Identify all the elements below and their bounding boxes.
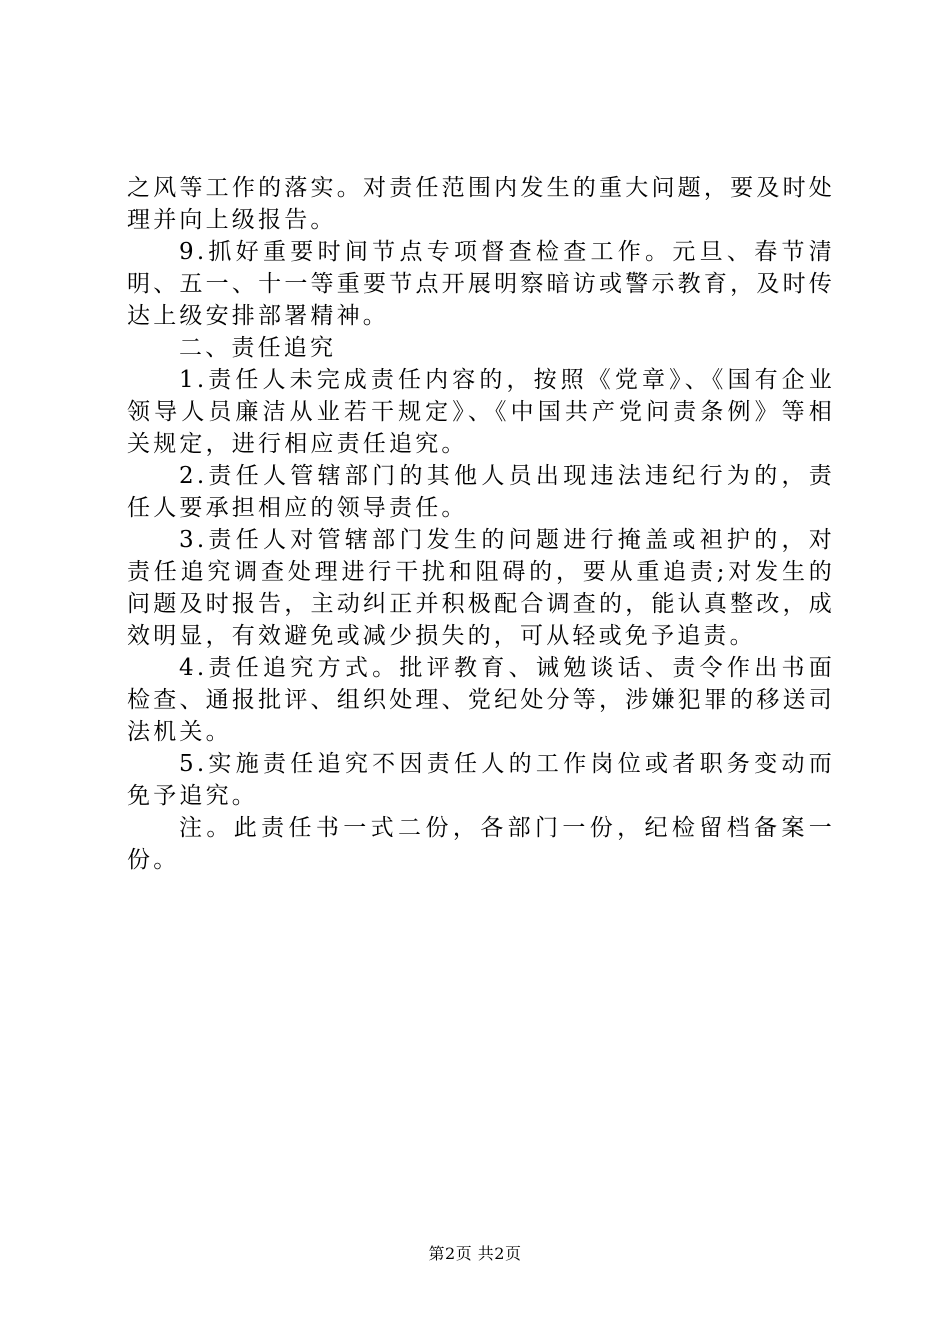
paragraph-8: 5.实施责任追究不因责任人的工作岗位或者职务变动而免予追究。 <box>127 751 835 809</box>
paragraph-2: 9.抓好重要时间节点专项督查检查工作。元旦、春节清明、五一、十一等重要节点开展明察暗访或警示教育，及时传达上级安排部署精神。 <box>127 239 835 329</box>
section-heading: 二、责任追究 <box>179 335 337 361</box>
note-paragraph: 注。此责任书一式二份，各部门一份，纪检留档备案一份。 <box>127 815 835 873</box>
paragraph-4: 1.责任人未完成责任内容的，按照《党章》、《国有企业领导人员廉洁从业若干规定》、《中国共产党问责条例》等相关规定，进行相应责任追究。 <box>127 367 835 457</box>
page-number-footer: 第2页 共2页 <box>428 1244 522 1263</box>
paragraph-5: 2.责任人管辖部门的其他人员出现违法违纪行为的，责任人要承担相应的领导责任。 <box>127 463 835 521</box>
paragraph-6: 3.责任人对管辖部门发生的问题进行掩盖或袒护的，对责任追究调查处理进行干扰和阻碍的，要从重追责;对发生的问题及时报告，主动纠正并积极配合调查的，能认真整改，成效明显，有效避免或减少损失的，可从轻或免予追责。 <box>127 527 835 649</box>
paragraph-1: 之风等工作的落实。对责任范围内发生的重大问题，要及时处理并向上级报告。 <box>127 175 835 233</box>
paragraph-7: 4.责任追究方式。批评教育、诫勉谈话、责令作出书面检查、通报批评、组织处理、党纪处分等，涉嫌犯罪的移送司法机关。 <box>127 655 835 745</box>
document-body <box>127 172 835 876</box>
